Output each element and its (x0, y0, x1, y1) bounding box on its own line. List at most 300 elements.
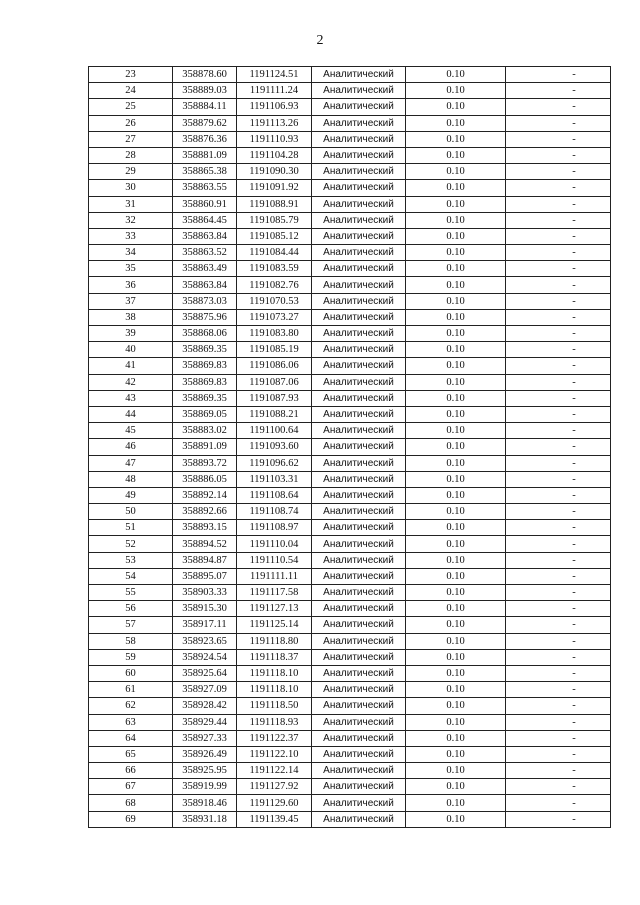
note-value: - (572, 570, 576, 582)
note-cell (506, 228, 611, 244)
accuracy-cell: 0.10 (406, 649, 506, 665)
accuracy-cell: 0.10 (406, 228, 506, 244)
note-cell (506, 471, 611, 487)
x-coordinate-cell: 358925.95 (173, 763, 237, 779)
point-number-cell: 31 (89, 196, 173, 212)
y-coordinate-cell: 1191083.59 (237, 261, 312, 277)
table-row (89, 763, 611, 779)
point-number-cell: 52 (89, 536, 173, 552)
accuracy-cell: 0.10 (406, 504, 506, 520)
point-number-cell: 67 (89, 779, 173, 795)
accuracy-cell: 0.10 (406, 83, 506, 99)
x-coordinate-cell: 358860.91 (173, 196, 237, 212)
note-value: - (572, 295, 576, 307)
note-value: - (572, 409, 576, 421)
accuracy-cell: 0.10 (406, 293, 506, 309)
x-coordinate-cell: 358892.14 (173, 487, 237, 503)
table-row (89, 714, 611, 730)
y-coordinate-cell: 1191122.10 (237, 746, 312, 762)
x-coordinate-cell: 358869.35 (173, 342, 237, 358)
y-coordinate-cell: 1191088.21 (237, 406, 312, 422)
y-coordinate-cell: 1191082.76 (237, 277, 312, 293)
method-cell: Аналитический (312, 568, 406, 584)
x-coordinate-cell: 358879.62 (173, 115, 237, 131)
method-cell: Аналитический (312, 811, 406, 827)
point-number-cell: 43 (89, 390, 173, 406)
method-cell: Аналитический (312, 115, 406, 131)
note-cell (506, 649, 611, 665)
table-row (89, 180, 611, 196)
note-value: - (572, 182, 576, 194)
y-coordinate-cell: 1191073.27 (237, 309, 312, 325)
accuracy-cell: 0.10 (406, 763, 506, 779)
point-number-cell: 41 (89, 358, 173, 374)
accuracy-cell: 0.10 (406, 358, 506, 374)
note-cell (506, 698, 611, 714)
note-value: - (572, 538, 576, 550)
x-coordinate-cell: 358863.52 (173, 245, 237, 261)
y-coordinate-cell: 1191127.13 (237, 601, 312, 617)
table-row (89, 585, 611, 601)
accuracy-cell: 0.10 (406, 390, 506, 406)
method-cell: Аналитический (312, 633, 406, 649)
x-coordinate-cell: 358884.11 (173, 99, 237, 115)
note-value: - (572, 554, 576, 566)
x-coordinate-cell: 358863.49 (173, 261, 237, 277)
note-cell (506, 131, 611, 147)
x-coordinate-cell: 358893.72 (173, 455, 237, 471)
x-coordinate-cell: 358895.07 (173, 568, 237, 584)
table-row (89, 390, 611, 406)
y-coordinate-cell: 1191090.30 (237, 164, 312, 180)
method-cell: Аналитический (312, 374, 406, 390)
x-coordinate-cell: 358927.09 (173, 682, 237, 698)
accuracy-cell: 0.10 (406, 471, 506, 487)
x-coordinate-cell: 358875.96 (173, 309, 237, 325)
table-row (89, 212, 611, 228)
note-value: - (572, 716, 576, 728)
method-cell: Аналитический (312, 309, 406, 325)
note-cell (506, 261, 611, 277)
point-number-cell: 32 (89, 212, 173, 228)
accuracy-cell: 0.10 (406, 423, 506, 439)
method-cell: Аналитический (312, 228, 406, 244)
y-coordinate-cell: 1191124.51 (237, 67, 312, 83)
y-coordinate-cell: 1191118.10 (237, 682, 312, 698)
method-cell: Аналитический (312, 763, 406, 779)
table-row (89, 67, 611, 83)
note-cell (506, 763, 611, 779)
note-cell (506, 390, 611, 406)
note-value: - (572, 166, 576, 178)
accuracy-cell: 0.10 (406, 568, 506, 584)
table-row (89, 682, 611, 698)
point-number-cell: 40 (89, 342, 173, 358)
method-cell: Аналитический (312, 99, 406, 115)
note-value: - (572, 587, 576, 599)
method-cell: Аналитический (312, 714, 406, 730)
y-coordinate-cell: 1191110.93 (237, 131, 312, 147)
note-cell (506, 309, 611, 325)
table-row (89, 374, 611, 390)
table-row (89, 504, 611, 520)
table-row (89, 228, 611, 244)
method-cell: Аналитический (312, 261, 406, 277)
note-value: - (572, 765, 576, 777)
note-value: - (572, 311, 576, 323)
y-coordinate-cell: 1191110.54 (237, 552, 312, 568)
note-cell (506, 682, 611, 698)
note-cell (506, 601, 611, 617)
method-cell: Аналитический (312, 520, 406, 536)
accuracy-cell: 0.10 (406, 665, 506, 681)
note-value: - (572, 781, 576, 793)
x-coordinate-cell: 358892.66 (173, 504, 237, 520)
x-coordinate-cell: 358929.44 (173, 714, 237, 730)
x-coordinate-cell: 358893.15 (173, 520, 237, 536)
y-coordinate-cell: 1191129.60 (237, 795, 312, 811)
note-value: - (572, 344, 576, 356)
method-cell: Аналитический (312, 585, 406, 601)
table-row (89, 358, 611, 374)
accuracy-cell: 0.10 (406, 115, 506, 131)
note-value: - (572, 392, 576, 404)
note-value: - (572, 732, 576, 744)
point-number-cell: 24 (89, 83, 173, 99)
note-value: - (572, 279, 576, 291)
point-number-cell: 36 (89, 277, 173, 293)
x-coordinate-cell: 358894.52 (173, 536, 237, 552)
table-row (89, 164, 611, 180)
method-cell: Аналитический (312, 682, 406, 698)
method-cell: Аналитический (312, 196, 406, 212)
note-cell (506, 180, 611, 196)
table-row (89, 665, 611, 681)
note-value: - (572, 619, 576, 631)
note-cell (506, 67, 611, 83)
note-value: - (572, 668, 576, 680)
point-number-cell: 35 (89, 261, 173, 277)
point-number-cell: 60 (89, 665, 173, 681)
point-number-cell: 47 (89, 455, 173, 471)
point-number-cell: 64 (89, 730, 173, 746)
accuracy-cell: 0.10 (406, 439, 506, 455)
accuracy-cell: 0.10 (406, 245, 506, 261)
table-row (89, 536, 611, 552)
note-cell (506, 358, 611, 374)
method-cell: Аналитический (312, 552, 406, 568)
table-row (89, 115, 611, 131)
y-coordinate-cell: 1191083.80 (237, 326, 312, 342)
note-value: - (572, 425, 576, 437)
accuracy-cell: 0.10 (406, 633, 506, 649)
table-row (89, 617, 611, 633)
note-cell (506, 811, 611, 827)
accuracy-cell: 0.10 (406, 406, 506, 422)
x-coordinate-cell: 358865.38 (173, 164, 237, 180)
note-value: - (572, 150, 576, 162)
x-coordinate-cell: 358878.60 (173, 67, 237, 83)
page-number: 2 (316, 33, 324, 48)
note-cell (506, 665, 611, 681)
note-value: - (572, 506, 576, 518)
x-coordinate-cell: 358869.35 (173, 390, 237, 406)
method-cell: Аналитический (312, 245, 406, 261)
note-cell (506, 115, 611, 131)
x-coordinate-cell: 358873.03 (173, 293, 237, 309)
note-value: - (572, 748, 576, 760)
table-row (89, 698, 611, 714)
y-coordinate-cell: 1191122.14 (237, 763, 312, 779)
point-number-cell: 30 (89, 180, 173, 196)
method-cell: Аналитический (312, 326, 406, 342)
note-cell (506, 617, 611, 633)
y-coordinate-cell: 1191070.53 (237, 293, 312, 309)
point-number-cell: 46 (89, 439, 173, 455)
method-cell: Аналитический (312, 746, 406, 762)
y-coordinate-cell: 1191118.50 (237, 698, 312, 714)
point-number-cell: 28 (89, 147, 173, 163)
y-coordinate-cell: 1191104.28 (237, 147, 312, 163)
accuracy-cell: 0.10 (406, 698, 506, 714)
method-cell: Аналитический (312, 358, 406, 374)
note-value: - (572, 360, 576, 372)
method-cell: Аналитический (312, 536, 406, 552)
table-row (89, 520, 611, 536)
method-cell: Аналитический (312, 455, 406, 471)
table-row (89, 261, 611, 277)
y-coordinate-cell: 1191084.44 (237, 245, 312, 261)
note-value: - (572, 684, 576, 696)
point-number-cell: 29 (89, 164, 173, 180)
point-number-cell: 42 (89, 374, 173, 390)
note-value: - (572, 214, 576, 226)
x-coordinate-cell: 358926.49 (173, 746, 237, 762)
note-value: - (572, 133, 576, 145)
table-row (89, 342, 611, 358)
table-row (89, 196, 611, 212)
method-cell: Аналитический (312, 67, 406, 83)
y-coordinate-cell: 1191108.74 (237, 504, 312, 520)
x-coordinate-cell: 358923.65 (173, 633, 237, 649)
note-cell (506, 552, 611, 568)
accuracy-cell: 0.10 (406, 131, 506, 147)
y-coordinate-cell: 1191085.79 (237, 212, 312, 228)
note-value: - (572, 328, 576, 340)
table-row (89, 455, 611, 471)
method-cell: Аналитический (312, 649, 406, 665)
note-value: - (572, 117, 576, 129)
y-coordinate-cell: 1191085.19 (237, 342, 312, 358)
method-cell: Аналитический (312, 131, 406, 147)
y-coordinate-cell: 1191118.10 (237, 665, 312, 681)
y-coordinate-cell: 1191110.04 (237, 536, 312, 552)
x-coordinate-cell: 358925.64 (173, 665, 237, 681)
table-row (89, 309, 611, 325)
table-row (89, 326, 611, 342)
point-number-cell: 34 (89, 245, 173, 261)
note-cell (506, 714, 611, 730)
table-row (89, 795, 611, 811)
y-coordinate-cell: 1191093.60 (237, 439, 312, 455)
accuracy-cell: 0.10 (406, 536, 506, 552)
accuracy-cell: 0.10 (406, 714, 506, 730)
note-cell (506, 439, 611, 455)
y-coordinate-cell: 1191108.64 (237, 487, 312, 503)
point-number-cell: 37 (89, 293, 173, 309)
note-cell (506, 536, 611, 552)
note-value: - (572, 376, 576, 388)
point-number-cell: 23 (89, 67, 173, 83)
point-number-cell: 25 (89, 99, 173, 115)
note-cell (506, 99, 611, 115)
accuracy-cell: 0.10 (406, 164, 506, 180)
note-value: - (572, 813, 576, 825)
table-row (89, 649, 611, 665)
y-coordinate-cell: 1191085.12 (237, 228, 312, 244)
table-row (89, 406, 611, 422)
table-row (89, 147, 611, 163)
point-number-cell: 66 (89, 763, 173, 779)
note-cell (506, 795, 611, 811)
y-coordinate-cell: 1191125.14 (237, 617, 312, 633)
table-row (89, 779, 611, 795)
note-value: - (572, 441, 576, 453)
accuracy-cell: 0.10 (406, 212, 506, 228)
note-cell (506, 520, 611, 536)
x-coordinate-cell: 358869.83 (173, 374, 237, 390)
note-value: - (572, 85, 576, 97)
y-coordinate-cell: 1191117.58 (237, 585, 312, 601)
note-cell (506, 487, 611, 503)
note-value: - (572, 522, 576, 534)
coordinates-table (88, 66, 611, 828)
method-cell: Аналитический (312, 423, 406, 439)
x-coordinate-cell: 358915.30 (173, 601, 237, 617)
y-coordinate-cell: 1191087.93 (237, 390, 312, 406)
note-value: - (572, 489, 576, 501)
table-row (89, 277, 611, 293)
note-cell (506, 585, 611, 601)
table-row (89, 245, 611, 261)
point-number-cell: 61 (89, 682, 173, 698)
method-cell: Аналитический (312, 212, 406, 228)
point-number-cell: 59 (89, 649, 173, 665)
y-coordinate-cell: 1191106.93 (237, 99, 312, 115)
y-coordinate-cell: 1191118.93 (237, 714, 312, 730)
note-value: - (572, 651, 576, 663)
note-value: - (572, 603, 576, 615)
method-cell: Аналитический (312, 617, 406, 633)
y-coordinate-cell: 1191091.92 (237, 180, 312, 196)
method-cell: Аналитический (312, 342, 406, 358)
table-row (89, 552, 611, 568)
point-number-cell: 45 (89, 423, 173, 439)
table-row (89, 568, 611, 584)
x-coordinate-cell: 358869.05 (173, 406, 237, 422)
point-number-cell: 68 (89, 795, 173, 811)
note-value: - (572, 198, 576, 210)
accuracy-cell: 0.10 (406, 601, 506, 617)
point-number-cell: 26 (89, 115, 173, 131)
point-number-cell: 62 (89, 698, 173, 714)
point-number-cell: 69 (89, 811, 173, 827)
y-coordinate-cell: 1191127.92 (237, 779, 312, 795)
y-coordinate-cell: 1191096.62 (237, 455, 312, 471)
point-number-cell: 49 (89, 487, 173, 503)
x-coordinate-cell: 358883.02 (173, 423, 237, 439)
accuracy-cell: 0.10 (406, 277, 506, 293)
accuracy-cell: 0.10 (406, 342, 506, 358)
accuracy-cell: 0.10 (406, 682, 506, 698)
y-coordinate-cell: 1191086.06 (237, 358, 312, 374)
point-number-cell: 58 (89, 633, 173, 649)
note-cell (506, 196, 611, 212)
y-coordinate-cell: 1191100.64 (237, 423, 312, 439)
note-cell (506, 746, 611, 762)
table-row (89, 601, 611, 617)
x-coordinate-cell: 358891.09 (173, 439, 237, 455)
point-number-cell: 50 (89, 504, 173, 520)
method-cell: Аналитический (312, 779, 406, 795)
note-cell (506, 277, 611, 293)
note-cell (506, 326, 611, 342)
note-cell (506, 83, 611, 99)
table-row (89, 439, 611, 455)
x-coordinate-cell: 358919.99 (173, 779, 237, 795)
accuracy-cell: 0.10 (406, 552, 506, 568)
table-row (89, 293, 611, 309)
table-row (89, 487, 611, 503)
x-coordinate-cell: 358869.83 (173, 358, 237, 374)
accuracy-cell: 0.10 (406, 520, 506, 536)
note-cell (506, 374, 611, 390)
note-cell (506, 455, 611, 471)
x-coordinate-cell: 358917.11 (173, 617, 237, 633)
note-value: - (572, 69, 576, 81)
point-number-cell: 33 (89, 228, 173, 244)
y-coordinate-cell: 1191087.06 (237, 374, 312, 390)
x-coordinate-cell: 358918.46 (173, 795, 237, 811)
method-cell: Аналитический (312, 730, 406, 746)
note-cell (506, 212, 611, 228)
point-number-cell: 27 (89, 131, 173, 147)
note-cell (506, 164, 611, 180)
table-row (89, 423, 611, 439)
accuracy-cell: 0.10 (406, 261, 506, 277)
method-cell: Аналитический (312, 406, 406, 422)
method-cell: Аналитический (312, 471, 406, 487)
point-number-cell: 56 (89, 601, 173, 617)
accuracy-cell: 0.10 (406, 326, 506, 342)
note-value: - (572, 457, 576, 469)
note-cell (506, 779, 611, 795)
y-coordinate-cell: 1191088.91 (237, 196, 312, 212)
note-value: - (572, 247, 576, 259)
y-coordinate-cell: 1191122.37 (237, 730, 312, 746)
y-coordinate-cell: 1191118.80 (237, 633, 312, 649)
note-cell (506, 406, 611, 422)
accuracy-cell: 0.10 (406, 196, 506, 212)
method-cell: Аналитический (312, 698, 406, 714)
y-coordinate-cell: 1191113.26 (237, 115, 312, 131)
x-coordinate-cell: 358868.06 (173, 326, 237, 342)
method-cell: Аналитический (312, 795, 406, 811)
point-number-cell: 54 (89, 568, 173, 584)
note-cell (506, 293, 611, 309)
accuracy-cell: 0.10 (406, 67, 506, 83)
accuracy-cell: 0.10 (406, 99, 506, 115)
